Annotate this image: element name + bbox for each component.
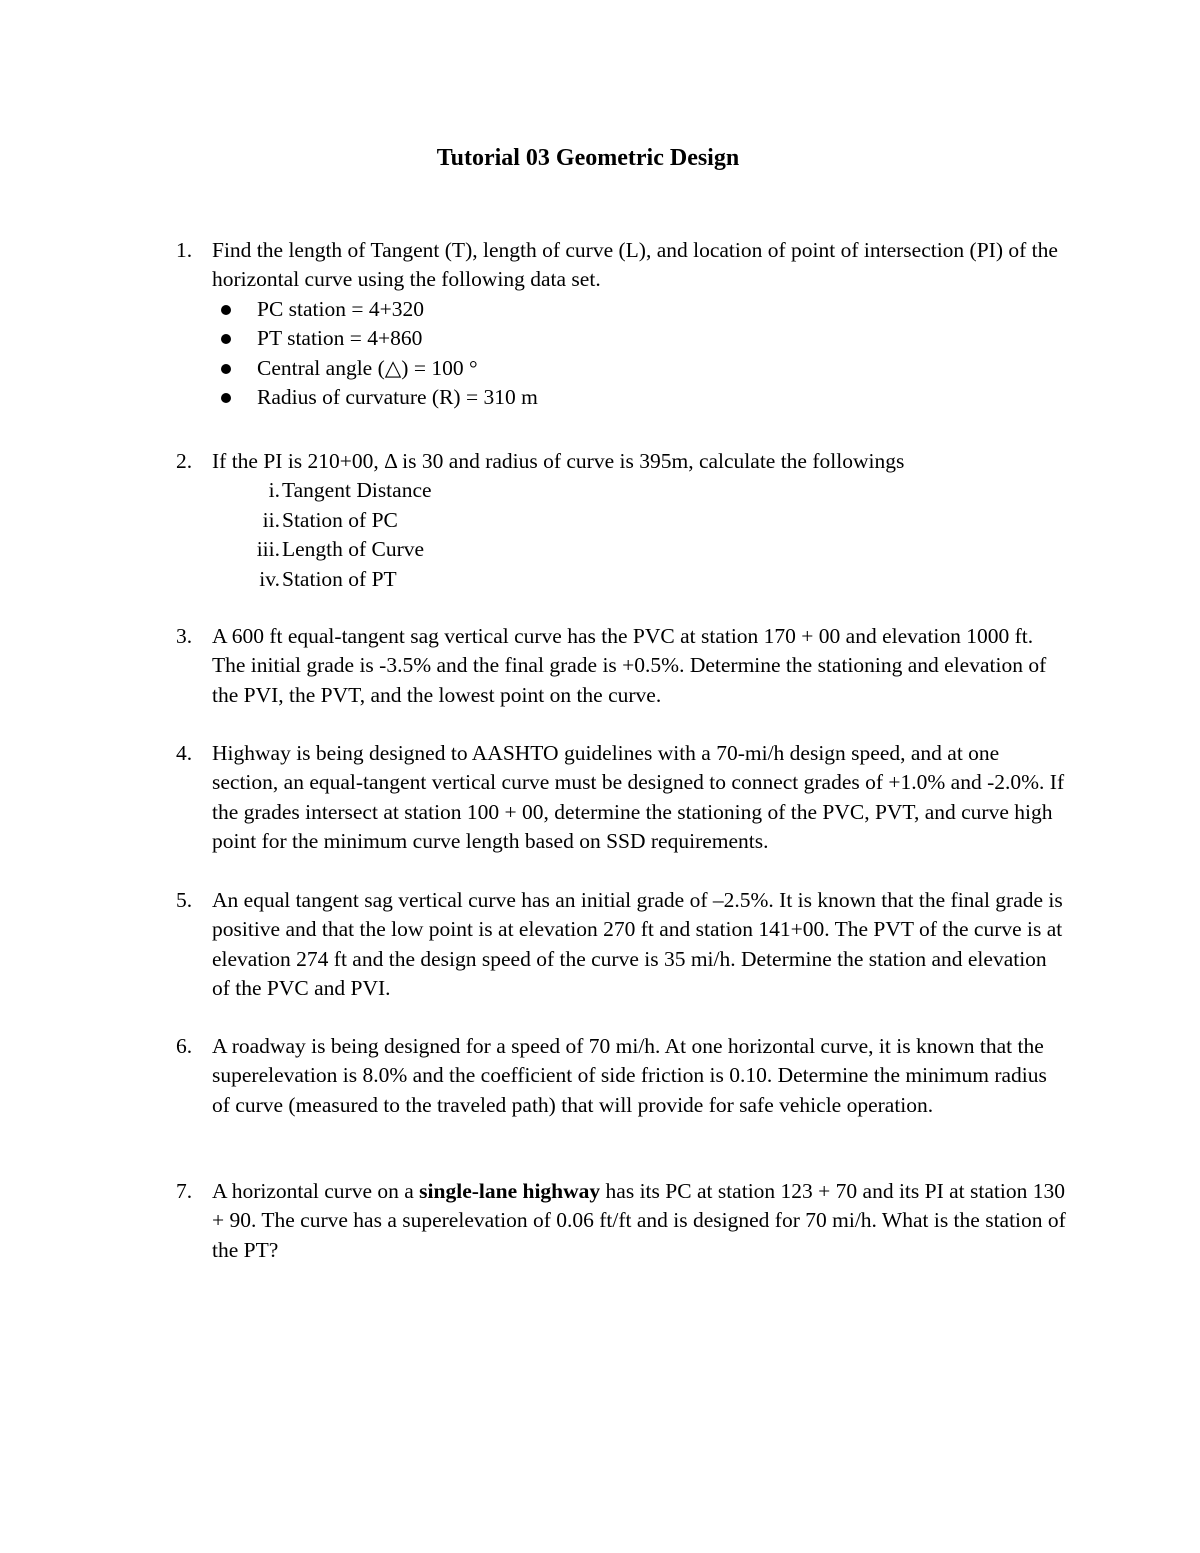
list-item: iv. Station of PT <box>259 566 397 591</box>
question-2 <box>176 447 1066 594</box>
list-item: PC station = 4+320 <box>176 295 1066 324</box>
question-text: An equal tangent sag vertical curve has an initial grade of –2.5%. It is known that the final grade is positive and that the low point is at elevation 270 ft and station 141+00. The PVT of the curve is at elevation 274 ft and the design speed of the curve is 35 mi/h. Determine the station and elevation of the PVC and PVI. <box>212 888 1063 1001</box>
question-text: Find the length of Tangent (T), length of curve (L), and location of point of intersection (PI) of the horizontal curve using the following data set. <box>212 238 1058 292</box>
bullet-icon <box>221 334 231 344</box>
emphasis-text: single-lane highway <box>419 1179 601 1203</box>
question-number: 3. <box>176 624 193 648</box>
question-7 <box>176 1177 1066 1265</box>
sub-item-list <box>176 476 1066 594</box>
bullet-icon <box>221 305 231 315</box>
page-title: Tutorial 03 Geometric Design <box>436 145 740 171</box>
question-number: 1. <box>176 238 193 262</box>
bullet-icon <box>221 393 231 403</box>
list-item: i. Tangent Distance <box>268 478 432 503</box>
list-item: Radius of curvature (R) = 310 m <box>176 383 1066 412</box>
question-5 <box>176 886 1066 1004</box>
question-6 <box>176 1032 1066 1120</box>
bullet-icon <box>221 364 231 374</box>
question-4 <box>176 739 1066 857</box>
list-item: iii. Length of Curve <box>256 537 425 562</box>
question-number: 2. <box>176 449 193 473</box>
list-item: PT station = 4+860 <box>176 324 1066 353</box>
question-number: 7. <box>176 1179 193 1203</box>
question-text: A horizontal curve on a single-lane highway has its PC at station 123 + 70 and its PI at station 130 + 90. The curve has a superelevation of 0.06 ft/ft and is designed for 70 mi/h. What is the station of the PT? <box>212 1179 1066 1262</box>
question-text: A 600 ft equal-tangent sag vertical curve has the PVC at station 170 + 00 and elevation 1000 ft. The initial grade is -3.5% and the final grade is +0.5%. Determine the stationing and elevation of the PVI, the PVT, and the lowest point on the curve. <box>212 624 1047 707</box>
question-text: A roadway is being designed for a speed of 70 mi/h. At one horizontal curve, it is known that the superelevation is 8.0% and the coefficient of side friction is 0.10. Determine the minimum radius of curve (measured to the traveled path) that will provide for safe vehicle operation. <box>212 1034 1047 1117</box>
question-number: 4. <box>176 741 193 765</box>
list-item: ii. Station of PC <box>262 507 398 532</box>
data-list <box>176 295 1066 413</box>
question-number: 5. <box>176 888 193 912</box>
question-1 <box>176 236 1066 412</box>
list-item: Central angle (△) = 100 ° <box>176 354 1066 383</box>
question-text: Highway is being designed to AASHTO guidelines with a 70-mi/h design speed, and at one section, an equal-tangent vertical curve must be designed to connect grades of +1.0% and -2.0%. If the grades intersect at station 100 + 00, determine the stationing of the PVC, PVT, and curve high point for the minimum curve length based on SSD requirements. <box>212 741 1065 854</box>
question-text: If the PI is 210+00, Δ is 30 and radius of curve is 395m, calculate the followings <box>212 449 905 473</box>
question-number: 6. <box>176 1034 193 1058</box>
question-3 <box>176 622 1066 710</box>
